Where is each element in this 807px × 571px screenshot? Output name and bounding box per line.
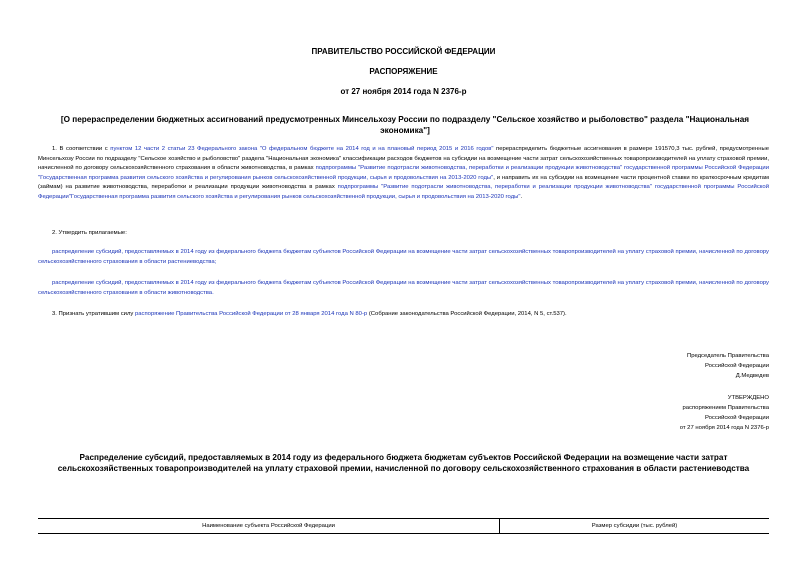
law-article-link[interactable]: пунктом 12 части 2 статьи 23 Федерального закона "О федеральном бюджете на 2014 год и на плановый период 2015 и 2016 годов"	[110, 146, 494, 152]
annex-title: Распределение субсидий, предоставляемых в 2014 году из федерального бюджета бюджетам субъектов Российской Федерации на возмещение части затрат сельскохозяйственных товаропроизводителей на уплату страховой премии, начисленной по договору сельскохозяйственного страхования в области растениеводства	[57, 453, 750, 473]
subprogram-link-1[interactable]: подпрограммы "Развитие подотрасли животноводства, переработки и реализации продукции животноводства" государственной программы Российской Федерации "Государственная программа развития сельского хозяйства и регулирования рынков сельскохозяйственной продукции, сырья и продовольствия на 2013-2020 годы"	[38, 165, 769, 181]
paragraph-1-text-a: 1. В соответствии с	[52, 146, 111, 152]
approval-line-1: УТВЕРЖДЕНО	[727, 395, 769, 401]
approval-line-2: распоряжением Правительства	[682, 405, 769, 411]
paragraph-1-text-c: , и направить их на субсидии на возмещение части процентной ставки по краткосрочным кредитам (займам) на развитие животноводства, переработки и реализации продукции животноводства в рамках	[38, 174, 769, 191]
approval-block	[569, 393, 769, 433]
signature-block	[569, 351, 769, 381]
paragraph-1-text-b: перераспределить бюджетные ассигнования в размере 191570,3 тыс. рублей, предусмотренные Минсельхозу России по подразделу "Сельское хозяйство и рыболовство" раздела "Национальная экономика" классификации расходов бюджетов на субсидии на возмещение части затрат сельскохозяйственных товаропроизводителей на уплату страховой премии, начисленной по договору сельскохозяйственного страхования в области животноводства, в рамках	[38, 146, 769, 172]
subprogram-link-2[interactable]: подпрограммы "Развитие подотрасли животноводства, переработки и реализации продукции животноводства" государственной программы Российской Федерации"Государственная программа развития сельского хозяйства и регулирования рынков сельскохозяйственной продукции, сырья и продовольствия на 2013-2020 годы"	[38, 184, 769, 200]
paragraph-1-text-d: .	[520, 193, 523, 200]
paragraph-3-text-a: 3. Признать утратившим силу	[52, 311, 135, 317]
paragraph-1	[38, 145, 769, 203]
distribution-livestock-link[interactable]: распределение субсидий, предоставляемых в 2014 году из федерального бюджета бюджетам субъектов Российской Федерации на возмещение части затрат сельскохозяйственных товаропроизводителей на уплату страховой премии, начисленной по договору сельскохозяйственного страхования в области животноводства.	[38, 280, 769, 296]
document-title: [О перераспределении бюджетных ассигнований предусмотренных Минсельхозу России по подразделу "Сельское хозяйство и рыболовство" раздела "Национальная экономика"]	[60, 115, 750, 135]
paragraph-2b	[38, 279, 769, 298]
document-date-number: от 27 ноября 2014 года N 2376-р	[340, 87, 467, 96]
distribution-table-header	[38, 518, 769, 534]
approval-line-4: от 27 ноября 2014 года N 2376-р	[679, 425, 769, 431]
paragraph-2: 2. Утвердить прилагаемые:	[52, 230, 127, 236]
signature-line-1: Председатель Правительства	[686, 353, 769, 359]
paragraph-3-text-b: (Собрание законодательства Российской Федерации, 2014, N 5, ст.537).	[367, 311, 567, 317]
paragraph-2a	[38, 248, 769, 267]
signature-line-2: Российской Федерации	[704, 363, 769, 369]
document-type-heading: РАСПОРЯЖЕНИЕ	[369, 67, 438, 76]
government-heading: ПРАВИТЕЛЬСТВО РОССИЙСКОЙ ФЕДЕРАЦИИ	[311, 47, 496, 56]
column-header-region: Наименование субъекта Российской Федерации	[202, 523, 335, 529]
signature-line-3: Д.Медведев	[735, 373, 769, 379]
repealed-order-link[interactable]: распоряжение Правительства Российской Федерации от 28 января 2014 года N 80-р	[135, 311, 368, 317]
approval-line-3: Российской Федерации	[704, 415, 769, 421]
paragraph-3	[38, 310, 769, 320]
column-header-subsidy: Размер субсидии (тыс. рублей)	[591, 523, 678, 529]
distribution-crop-link[interactable]: распределение субсидий, предоставляемых в 2014 году из федерального бюджета бюджетам субъектов Российской Федерации на возмещение части затрат сельскохозяйственных товаропроизводителей на уплату страховой премии, начисленной по договору сельскохозяйственного страхования в области растениеводства;	[38, 249, 769, 265]
